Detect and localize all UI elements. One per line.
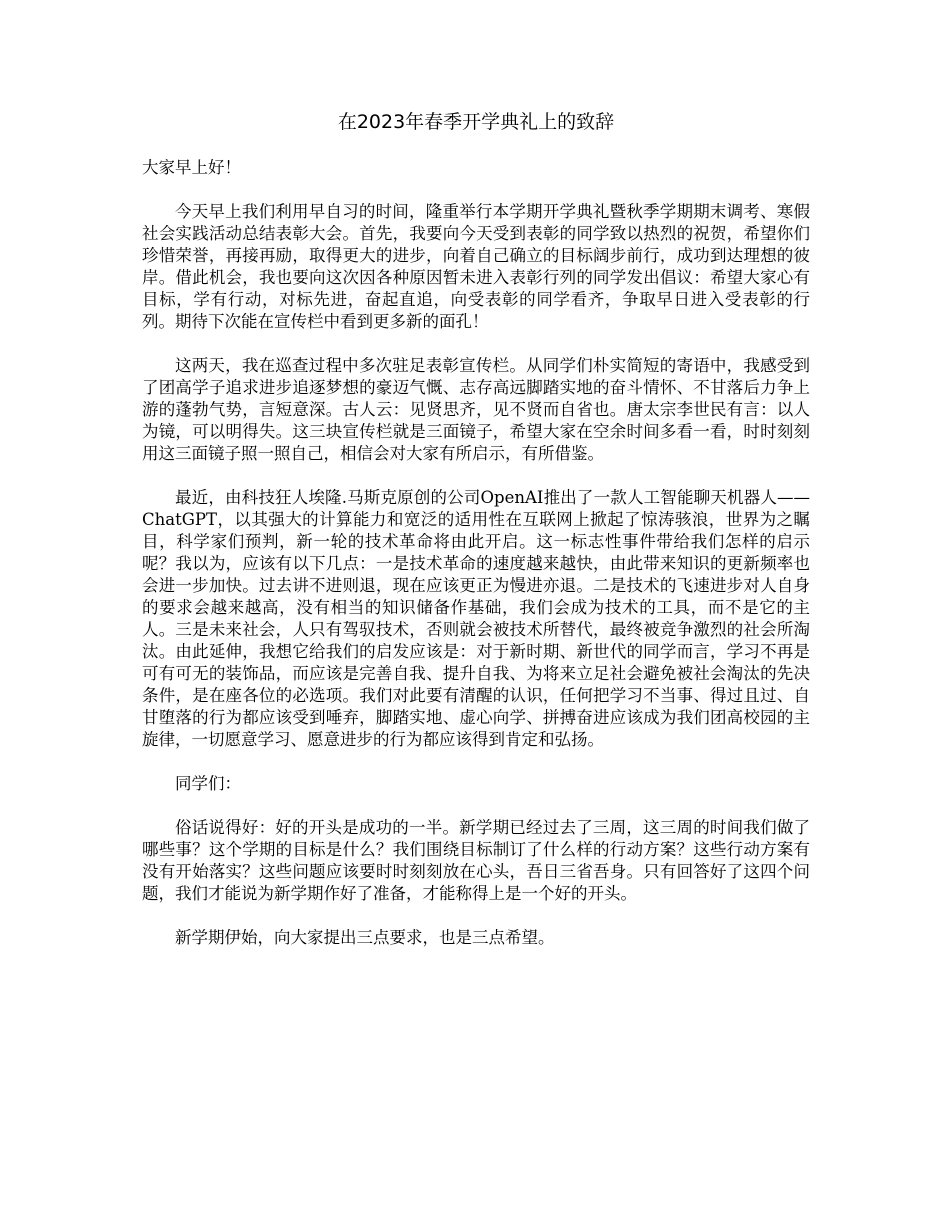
paragraph-three-requests: 新学期伊始，向大家提出三点要求，也是三点希望。: [175, 928, 555, 947]
paragraph-bulletin-board: 这两天，我在巡查过程中多次驻足表彰宣传栏。从同学们朴实简短的寄语中，我感受到了团高学子追求进步追逐梦想的豪迈气慨、志存高远脚踏实地的奋斗情怀、不甘落后力争上游的蓬勃气势，言短意深。古人云：见贤思齐，见不贤而自省也。唐太宗李世民有言：以人为镜，可以明得失。这三块宣传栏就是三面镜子，希望大家在空余时间多看一看，时时刻刻用这三面镜子照一照自己，相信会对大家有所启示，有所借鉴。: [142, 356, 810, 463]
document-page: [142, 108, 810, 971]
document-title: 在2023年春季开学典礼上的致辞: [337, 111, 615, 133]
paragraph-good-start: 俗话说得好：好的开头是成功的一半。新学期已经过去了三周，这三周的时间我们做了哪些事？这个学期的目标是什么？我们围绕目标制订了什么样的行动方案？这些行动方案有没有开始落实？这些问题应该要时时刻刻放在心头，吾日三省吾身。只有回答好了这四个问题，我们才能说为新学期作好了准备，才能称得上是一个好的开头。: [142, 818, 810, 903]
paragraph-welcome: 今天早上我们利用早自习的时间，隆重举行本学期开学典礼暨秋季学期期末调考、寒假社会实践活动总结表彰大会。首先，我要向今天受到表彰的同学致以热烈的祝贺，希望你们珍惜荣誉，再接再励，取得更大的进步，向着自己确立的目标阔步前行，成功到达理想的彼岸。借此机会，我也要向这次因各种原因暂未进入表彰行列的同学发出倡议：希望大家心有目标，学有行动，对标先进，奋起直追，向受表彰的同学看齐，争取早日进入受表彰的行列。期待下次能在宣传栏中看到更多新的面孔！: [142, 202, 810, 331]
paragraph-chatgpt: 最近，由科技狂人埃隆.马斯克原创的公司OpenAI推出了一款人工智能聊天机器人——ChatGPT，以其强大的计算能力和宽泛的适用性在互联网上掀起了惊涛骇浪，世界为之瞩目，科学家们预判，新一轮的技术革命将由此开启。这一标志性事件带给我们怎样的启示呢？我以为，应该有以下几点：一是技术革命的速度越来越快，由此带来知识的更新频率也会进一步加快。过去讲不进则退，现在应该更正为慢进亦退。二是技术的飞速进步对人自身的要求会越来越高，没有相当的知识储备作基础，我们会成为技术的工具，而不是它的主人。三是未来社会，人只有驾驭技术，否则就会被技术所替代，最终被竞争激烈的社会所淘汰。由此延伸，我想它给我们的启发应该是：对于新时期、新世代的同学而言，学习不再是可有可无的装饰品，而应该是完善自我、提升自我、为将来立足社会避免被社会淘汰的先决条件，是在座各位的必选项。我们对此要有清醒的认识，任何把学习不当事、得过且过、自甘堕落的行为都应该受到唾弃，脚踏实地、虚心向学、拼搏奋进应该成为我们团高校园的主旋律，一切愿意学习、愿意进步的行为都应该得到肯定和弘扬。: [142, 488, 810, 749]
greeting-line: 大家早上好！: [142, 158, 241, 177]
paragraph-address: 同学们：: [175, 774, 241, 793]
